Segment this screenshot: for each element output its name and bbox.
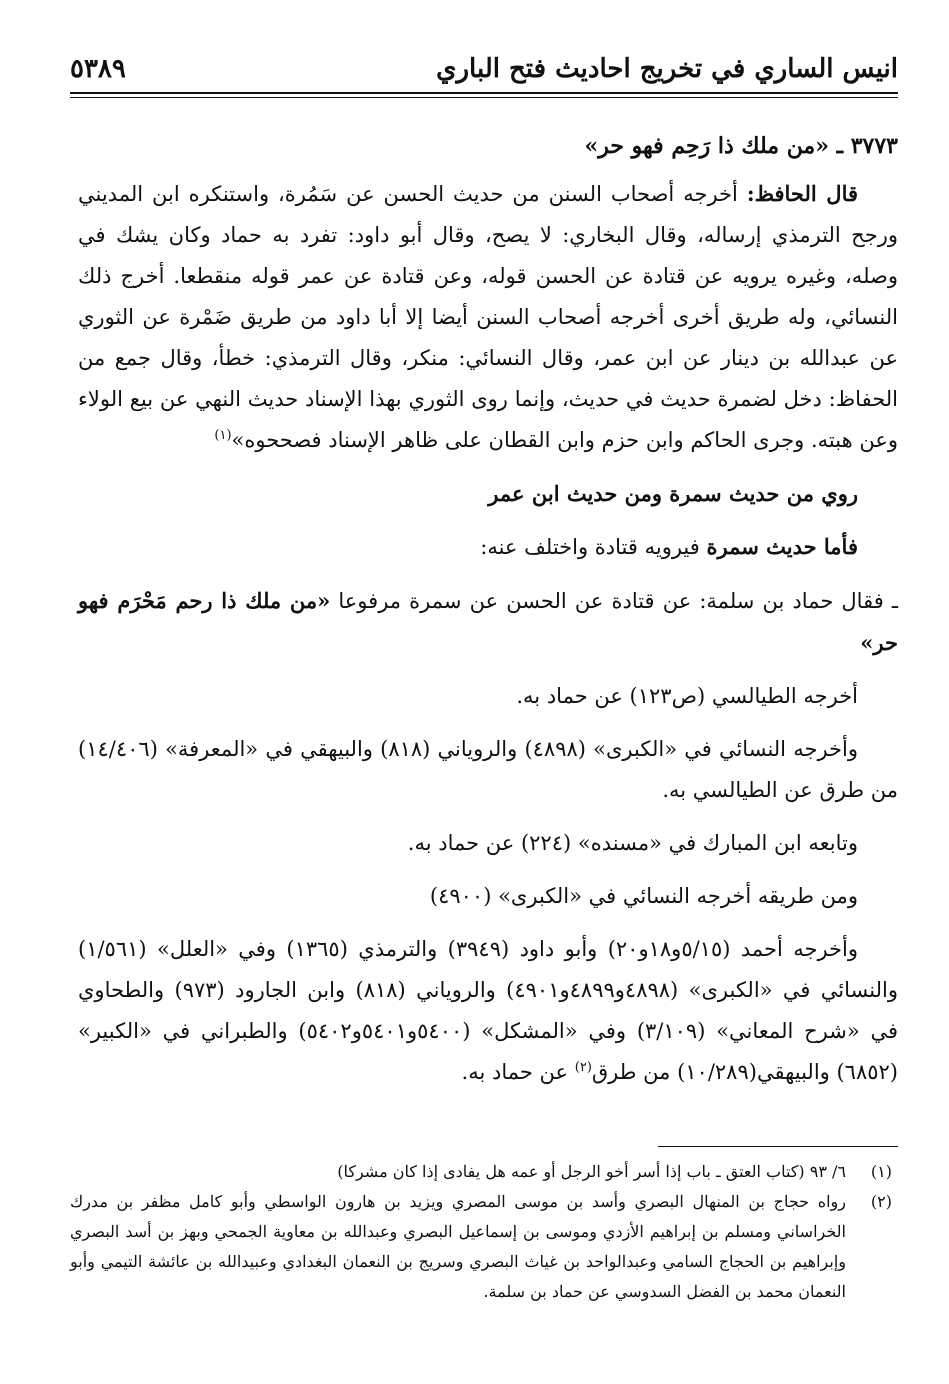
hafiz-paragraph: [78, 173, 898, 461]
footnote-number: (٢): [870, 1192, 892, 1211]
hafiz-text: أخرجه أصحاب السنن من حديث الحسن عن سَمُرة، واستنكره ابن المديني ورجح الترمذي إرساله، وقال البخاري: لا يصح، وقال أبو داود: تفرد به حماد وكان يشك في وصله، وغيره يرويه عن قتادة عن الحسن قوله، وعن قتادة عن عمر قوله منقطعا. أخرج ذلك النسائي، وله طريق أخرى أخرجه أصحاب السنن أيضا إلا أبا داود من طريق ضَمْرة عن الثوري عن عبدالله بن دينار عن ابن عمر، وقال النسائي: منكر، وقال الترمذي: خطأ، وقال جمع من الحفاظ: دخل لضمرة حديث في حديث، وإنما روى الثوري بهذا الإسناد حديث النهي عن بيع الولاء وعن هبته. وجرى الحاكم وابن حزم وابن القطان على ظاهر الإسناد فصححوه»: [78, 182, 898, 452]
samura-label: فأما حديث سمرة: [706, 534, 858, 559]
takhrij-ibn-mubarak: وتابعه ابن المبارك في «مسنده» (٢٢٤) عن حماد به.: [407, 831, 858, 855]
narration-summary: روي من حديث سمرة ومن حديث ابن عمر: [488, 481, 858, 506]
takhrij-nasai-kubra: ومن طريقه أخرجه النسائي في «الكبرى» (٤٩٠٠): [429, 884, 858, 908]
hafiz-label: قال الحافظ:: [746, 181, 859, 206]
footnote-text: رواه حجاج بن المنهال البصري وأسد بن موسى المصري ويزيد بن هارون الواسطي وأبو كامل مظفر بن مدرك الخراساني ومسلم بن إبراهيم الأزدي وموسى بن إسماعيل البصري وعبدالله بن معاوية الجمحي وبهز بن أسد البصري وإبراهيم بن الحجاج السامي وعبدالواحد بن غياث البصري وسريج بن النعمان البغدادي وعبيدالله بن عائشة التيمي وأبو النعمان محمد بن الفضل السدوسي عن حماد بن سلمة.: [70, 1192, 846, 1301]
footnote-number: (١): [870, 1162, 892, 1181]
samura-text: فيرويه قتادة واختلف عنه:: [480, 535, 707, 559]
takhrij-ahmad-text: وأخرجه أحمد (٥/١٥و١٨و٢٠) وأبو داود (٣٩٤٩) والترمذي (١٣٦٥) وفي «العلل» (١/٥٦١) والنسائي في «الكبرى» (٤٨٩٨و٤٨٩٩و٤٩٠١) والروياني (٨١٨) وابن الجارود (٩٧٣) والطحاوي في «شرح المعاني» (٣/١٠٩) وفي «المشكل» (٥٤٠٠و٥٤٠١و٥٤٠٢) والطبراني في «الكبير» (٦٨٥٢) والبيهقي(١٠/٢٨٩) من طرق: [78, 937, 898, 1084]
takhrij-tayalisi: أخرجه الطيالسي (ص١٢٣) عن حماد به.: [516, 684, 858, 708]
footnote-rule: [658, 1146, 898, 1147]
hammad-paragraph: [78, 580, 898, 664]
hammad-text: ـ فقال حماد بن سلمة: عن قتادة عن الحسن عن سمرة مرفوعا: [330, 589, 898, 613]
entry-heading: ٣٧٧٣ ـ «من ملك ذا رَحِم فهو حر»: [584, 133, 898, 159]
takhrij-ahmad-end: عن حماد به.: [461, 1060, 575, 1084]
running-title: انيس الساري في تخريج احاديث فتح الباري: [436, 54, 898, 84]
main-text: [78, 126, 898, 1093]
footnotes: [70, 1146, 898, 1307]
samura-paragraph: [78, 526, 898, 568]
running-header: [70, 48, 898, 96]
page-number: ٥٣٨٩: [70, 54, 126, 84]
footnote-text: ٦/ ٩٣ (كتاب العتق ـ باب إذا أسر أخو الرجل أو عمه هل يفادى إذا كان مشركا): [337, 1162, 846, 1181]
book-page: [70, 48, 898, 1358]
hadith-quote: «من ملك ذا رحم مَحْرَم فهو حر»: [78, 588, 898, 655]
footnote-ref-1: (١): [214, 428, 232, 443]
footnote-item: [70, 1187, 898, 1307]
header-rule: [70, 92, 898, 98]
takhrij-nasai: وأخرجه النسائي في «الكبرى» (٤٨٩٨) والروياني (٨١٨) والبيهقي في «المعرفة» (١٤/٤٠٦) من طرق عن الطيالسي به.: [78, 737, 898, 802]
takhrij-ahmad: [78, 929, 898, 1093]
footnote-ref-2: (٢): [574, 1060, 592, 1075]
footnote-item: [70, 1157, 898, 1187]
